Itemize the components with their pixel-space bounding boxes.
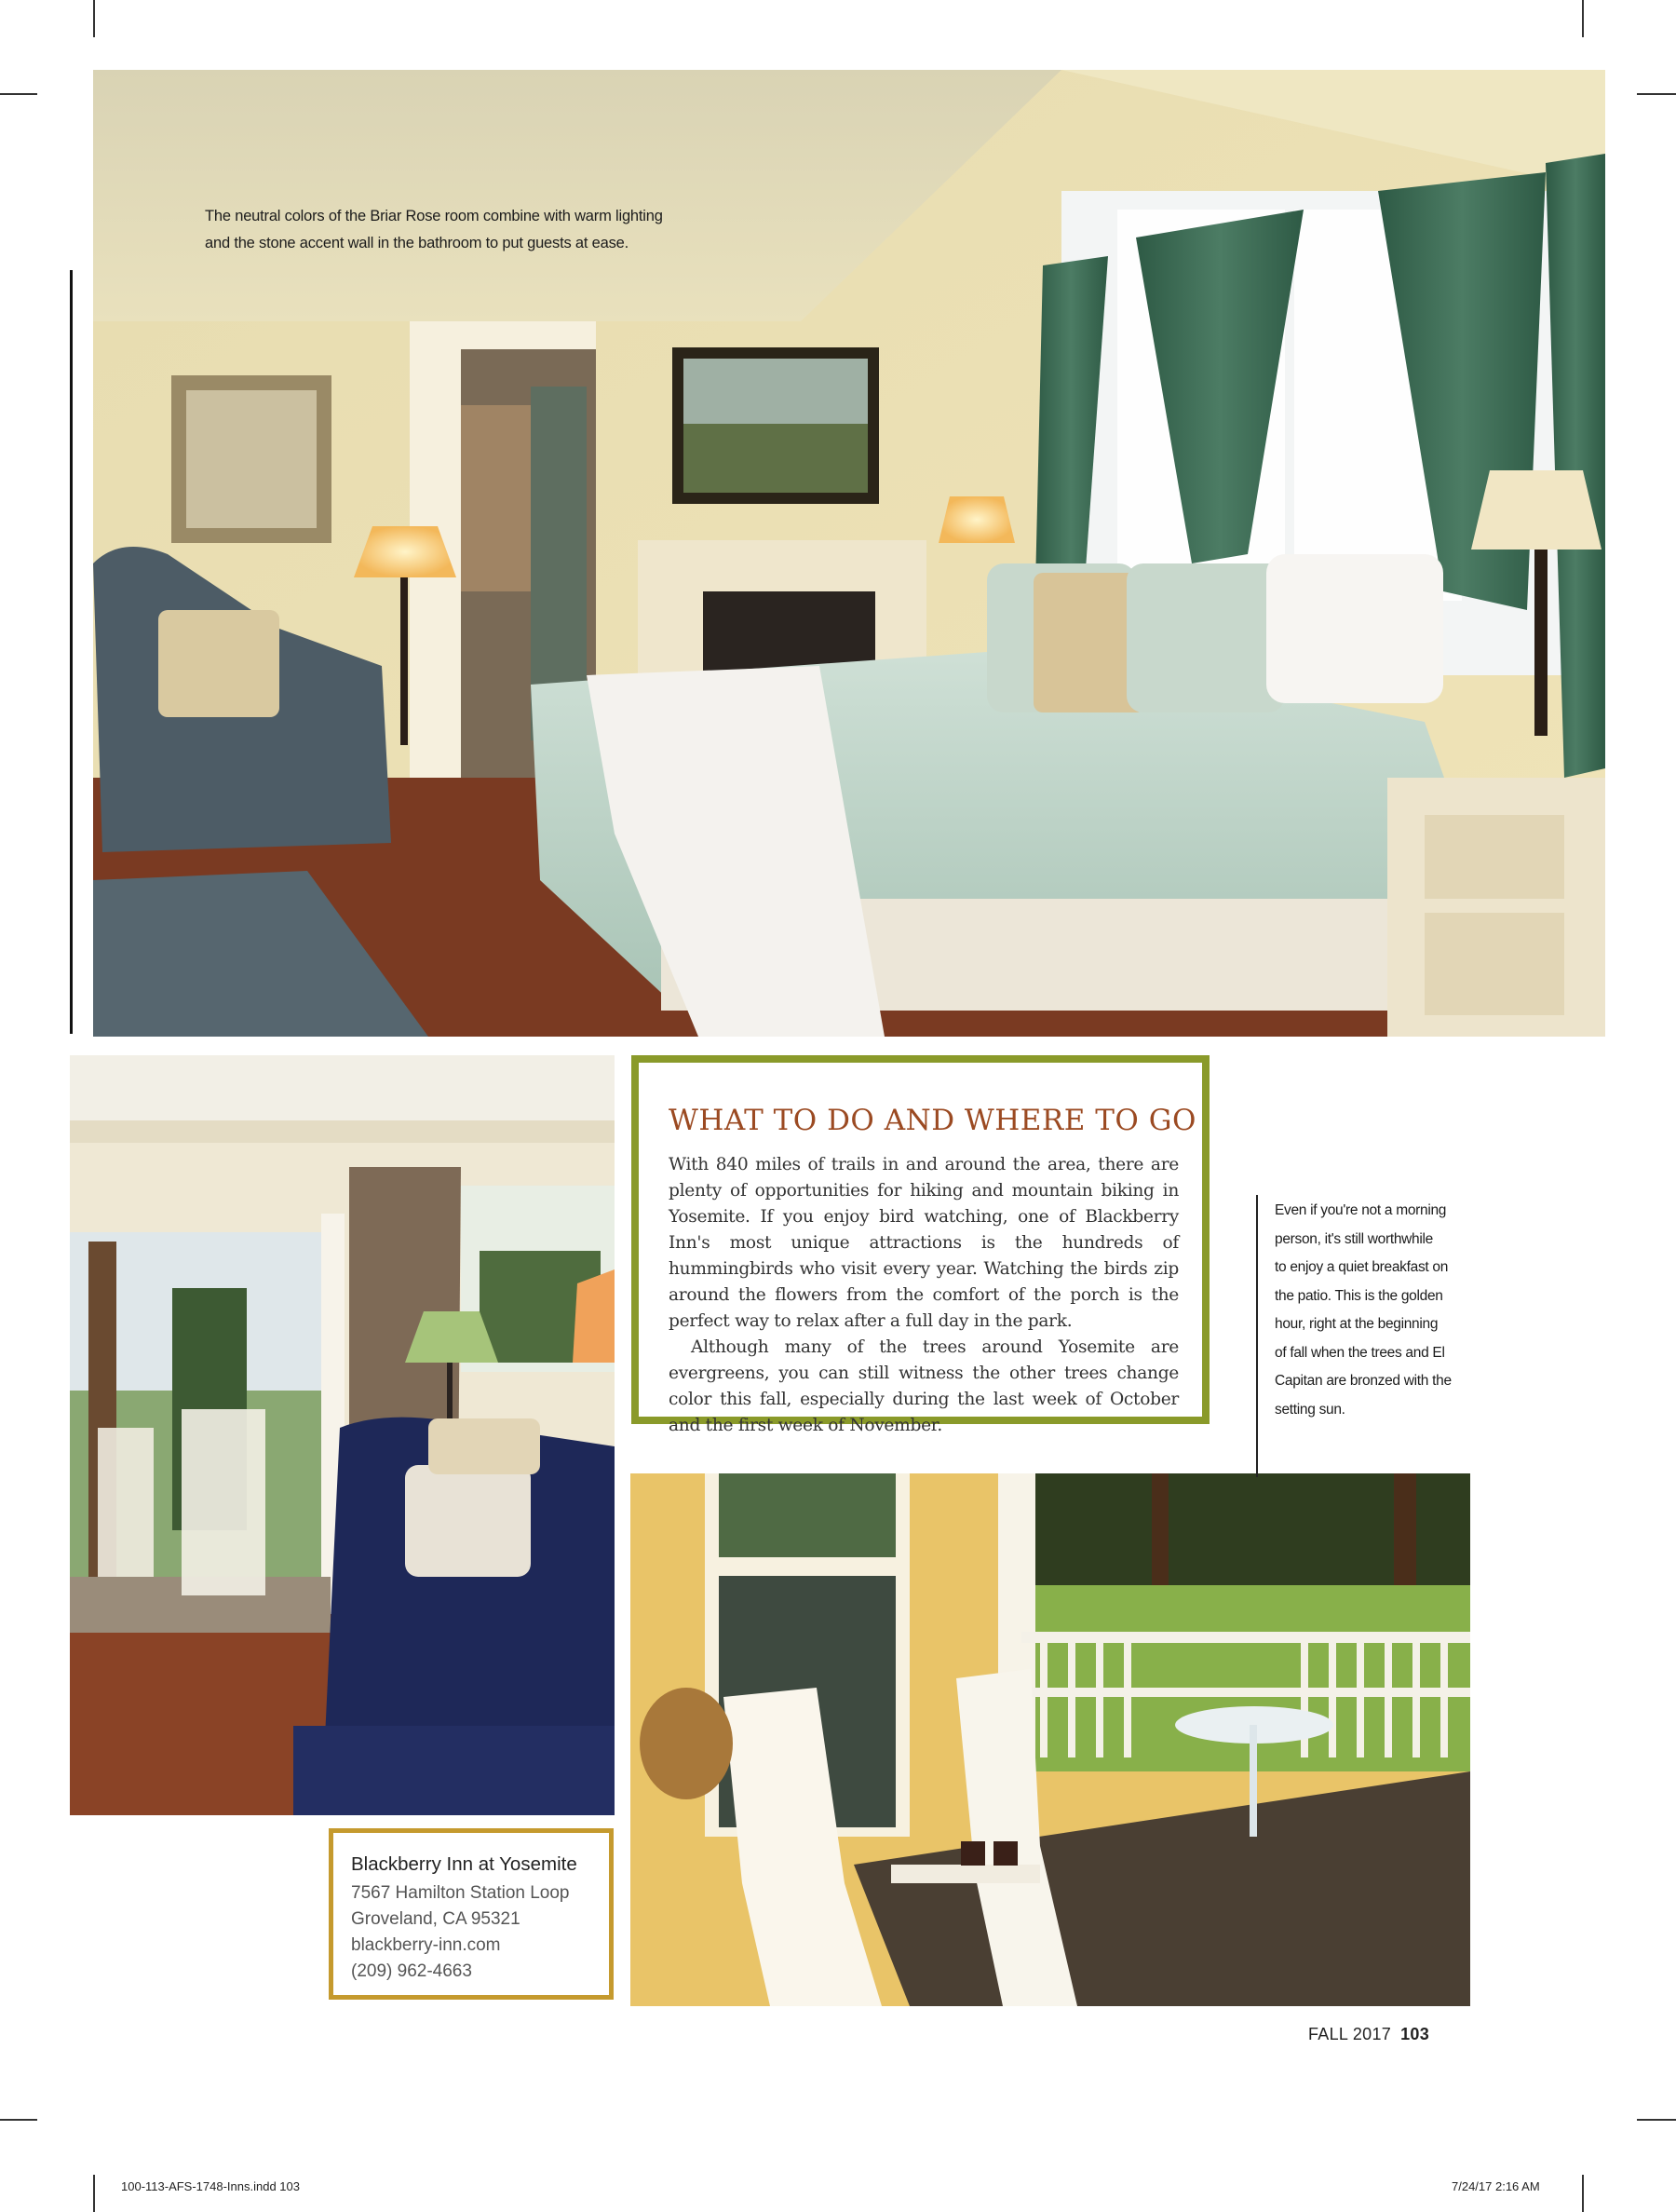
pullquote-line: Capitan are bronzed with the bbox=[1275, 1373, 1452, 1389]
crop-mark bbox=[0, 2119, 37, 2121]
sidebar-heading: WHAT TO DO AND WHERE TO GO bbox=[669, 1104, 1196, 1137]
crop-mark bbox=[93, 0, 95, 37]
crop-mark bbox=[1637, 2119, 1676, 2121]
pullquote-line: person, it's still worthwhile bbox=[1275, 1230, 1433, 1247]
pullquote-line: of fall when the trees and El bbox=[1275, 1344, 1445, 1361]
caption-line: The neutral colors of the Briar Rose room combine with warm lighting bbox=[205, 208, 663, 224]
slug-timestamp: 7/24/17 2:16 AM bbox=[1452, 2179, 1540, 2193]
sidebar-box bbox=[631, 1055, 1210, 1435]
caption-line: and the stone accent wall in the bathroom to put guests at ease. bbox=[205, 235, 629, 251]
inn-website[interactable]: blackberry-inn.com bbox=[351, 1935, 501, 1955]
inn-address-line2: Groveland, CA 95321 bbox=[351, 1909, 520, 1929]
crop-mark bbox=[1637, 93, 1676, 95]
pullquote-line: Even if you're not a morning bbox=[1275, 1202, 1447, 1218]
pullquote-line: the patio. This is the golden bbox=[1275, 1287, 1443, 1304]
crop-mark bbox=[0, 93, 37, 95]
pullquote-line: hour, right at the beginning bbox=[1275, 1316, 1439, 1332]
inn-address-line1: 7567 Hamilton Station Loop bbox=[351, 1883, 570, 1903]
issue-label: FALL 2017 bbox=[1308, 2025, 1392, 2043]
sidebar-paragraph: Although many of the trees around Yosemite are evergreens, you can still witness the other trees change color this fall, especially during the last week of October and the first week of November. bbox=[669, 1337, 1179, 1435]
pullquote-line: setting sun. bbox=[1275, 1401, 1345, 1418]
sitting-room-photo bbox=[70, 1055, 615, 1815]
sidebar-paragraph: With 840 miles of trails in and around the area, there are plenty of opportunities for hiking and mountain biking in Yosemite. If you enjoy bird watching, one of Blackberry Inn's most unique attractions is the hundreds of hummingbirds who visit every year. Watching the birds zip around the flowers from the comfort of the porch is the perfect way to relax after a full day in the park. bbox=[669, 1155, 1179, 1331]
sidebar-body bbox=[669, 1152, 1179, 1439]
crop-mark bbox=[1582, 0, 1584, 37]
slug-filename: 100-113-AFS-1748-Inns.indd 103 bbox=[121, 2179, 300, 2193]
inn-name: Blackberry Inn at Yosemite bbox=[351, 1853, 577, 1875]
page-folio bbox=[1308, 2025, 1429, 2044]
bleed-edge bbox=[70, 270, 73, 1034]
crop-mark bbox=[1582, 2175, 1584, 2212]
page-number: 103 bbox=[1400, 2025, 1430, 2043]
photo-caption bbox=[205, 203, 689, 257]
pullquote bbox=[1275, 1197, 1480, 1424]
pullquote-rule bbox=[1256, 1195, 1258, 1477]
inn-phone: (209) 962-4663 bbox=[351, 1961, 472, 1981]
porch-photo bbox=[630, 1473, 1470, 2006]
inn-info-box bbox=[329, 1828, 614, 2000]
crop-mark bbox=[93, 2175, 95, 2212]
pullquote-line: to enjoy a quiet breakfast on bbox=[1275, 1259, 1449, 1275]
